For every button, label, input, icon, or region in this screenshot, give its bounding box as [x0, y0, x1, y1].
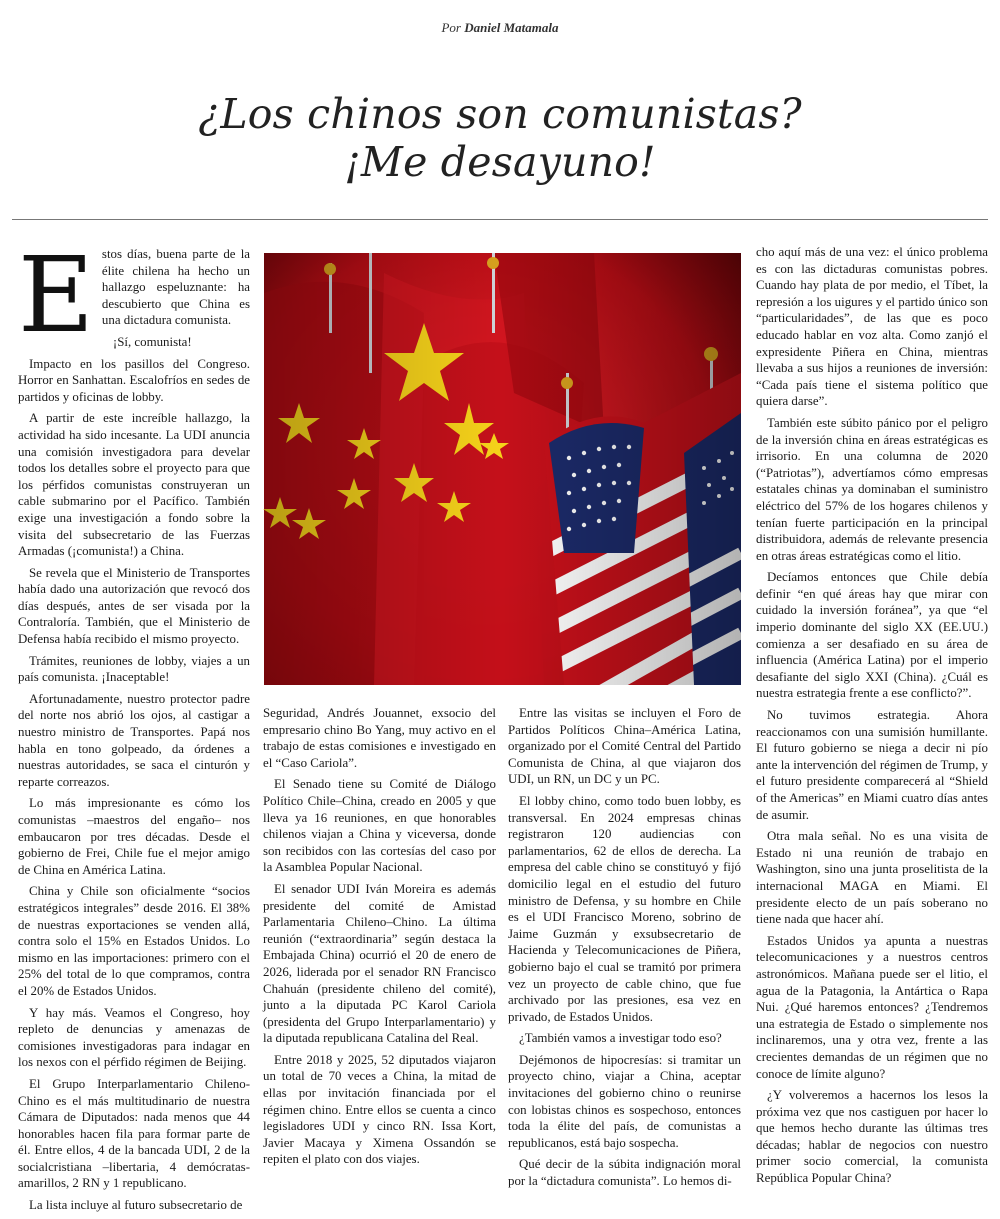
flags-photo — [264, 253, 741, 685]
headline — [0, 90, 1000, 186]
headline-divider — [12, 219, 988, 220]
paragraph: Trámites, reuniones de lobby, viajes a un país comunista. ¡Inaceptable! — [18, 653, 250, 685]
paragraph: Impacto en los pasillos del Congreso. Horror en Sanhattan. Escalofríos en sedes de partidos y oficinas de lobby. — [18, 356, 250, 404]
paragraph: ¿También vamos a investigar todo eso? — [519, 1031, 722, 1046]
paragraph: A partir de este increíble hallazgo, la actividad ha sido incesante. La UDI anuncia una comisión investigadora para develar todos los detalles sobre el proyecto para que los pérfidos comunistas construyeran un cable submarino por el Pacífico. También exige una investigación a fondo sobre la visita del subsecretario de las Fuerzas Armadas (¡comunista!) a China. — [18, 411, 250, 559]
headline-line-2: ¡Me desayuno! — [344, 138, 656, 186]
article-column-1 — [18, 234, 250, 1219]
headline-line-1: ¿Los chinos son comunistas? — [198, 90, 802, 138]
paragraph: Dejémonos de hipocresías: si tramitar un proyecto chino, viajar a China, aceptar invitaciones del gobierno chino o reunirse con lobistas chinos es sospechoso, entonces toda la élite del país, de comunistas a republicanos, está bajo sospecha. — [508, 1052, 741, 1150]
article-column-4 — [756, 244, 988, 1192]
paragraph: ¿Y volveremos a hacernos los lesos la próxima vez que nos castiguen por hacer lo que hemos hecho durante las últimas tres décadas; hablar de negocios con nuestro primer socio comercial, la comunista República Popular China? — [756, 1088, 988, 1186]
paragraph: El senador UDI Iván Moreira es además presidente del comité de Amistad Parlamentaria Chileno–Chino. La última reunión (“extraordinaria” según destaca la Embajada China) ocurrió el 20 de enero de 2026, liderada por el senador RN Francisco Chahuán (presidente chileno del comité), junto a la diputada PC Karol Cariola (presidenta del Grupo Interparlamentario) y la diputada republicana Catalina del Real. — [263, 881, 496, 1046]
paragraph: El lobby chino, como todo buen lobby, es transversal. En 2024 empresas chinas registraron 120 audiencias con parlamentarios, 62 de ellos de derecha. La empresa del cable chino se constituyó y fijó domicilio legal en el estudio del futuro ministro de Defensa, y su hombre en Chile es el UDI Francisco Moreno, sobrino de Jaime Guzmán y exsubsecretario de Hacienda y Telecomunicaciones de Piñera, gobierno bajo el cual se tramitó por primera vez un proyecto de cable chino, que fue archivado por las presiones, esa vez en privado, de Estados Unidos. — [508, 793, 741, 1024]
paragraph: El Grupo Interparlamentario Chileno-Chino es el más multitudinario de nuestra Cámara de Diputados: nada menos que 44 honorables hacen fila para formar parte de él. Entre ellos, 4 de la bancada UDI, 2 de la socialcristiana –libertaria, 4 demócratas-amarillos, 2 RN y 1 republicano. — [18, 1076, 250, 1191]
paragraph: Y hay más. Veamos el Congreso, hoy repleto de denuncias y amenazas de comisiones investigadoras para indagar en los nexos con el pérfido régimen de Beijing. — [18, 1005, 250, 1070]
paragraph: stos días, buena parte de la élite chilena ha hecho un hallazgo espeluznante: ha descubierto que China es una dictadura comunista. — [101, 247, 250, 328]
paragraph: La lista incluye al futuro subsecretario de — [29, 1198, 243, 1213]
paragraph: El Senado tiene su Comité de Diálogo Político Chile–China, creado en 2005 y que lleva ya 16 reuniones, en que honorables chilenos viajan a China y viceversa, donde son recibidos con las cortesías del caso por la Asamblea Popular Nacional. — [263, 777, 496, 875]
paragraph: cho aquí más de una vez: el único problema es con las dictaduras comunistas pobres. Cuando hay plata de por medio, el Tíbet, la represión a los uigures y el partido único son “particularidades”, de las que es poco educado hablar en voz alta. Como zanjó el expresidente Piñera en China, mientras llevaba a sus hijos a reuniones de inversión: “Cada país tiene el sistema político que quiera darse”. — [756, 245, 988, 409]
byline-prefix: Por — [441, 20, 461, 35]
byline — [0, 20, 1000, 36]
paragraph: Entre 2018 y 2025, 52 diputados viajaron un total de 70 veces a China, la mitad de ellas por invitación financiada por el régimen chino. Entre ellos se cuenta a cinco legisladores UDI y cinco RN. Issa Kort, Javier Macaya y Ximena Ossandón se repiten el plato con dos viajes. — [263, 1052, 496, 1167]
paragraph: Decíamos entonces que Chile debía definir “en qué áreas hay que mirar con cuidado la inversión foránea”, ya que “el imperio dominante del siglo XX (EE.UU.) comienza a ser desafiado en su área de influencia (América Latina) por el imperio desafiante del siglo XXI (China). ¿Cuál es nuestra estrategia frente a ese conflicto?”. — [756, 570, 988, 701]
article-column-2 — [263, 705, 496, 1173]
article-column-3 — [508, 705, 741, 1195]
paragraph: Entre las visitas se incluyen el Foro de Partidos Políticos China–América Latina, organizado por el Comité Central del Partido Comunista de China, al que viajaron dos UDI, un RN, un DC y un PC. — [508, 706, 741, 787]
paragraph: China y Chile son oficialmente “socios estratégicos integrales” desde 2016. El 38% de nuestras exportaciones se venden allá, contra solo el 15% en Estados Unidos. Lo mismo en las importaciones: primero con el 25% del total de lo que compramos, contra el 20% de Estados Unidos. — [18, 884, 250, 998]
paragraph: Estados Unidos ya apunta a nuestras telecomunicaciones y a nuestros centros astronómicos. Mañana puede ser el litio, el agua de la Patagonia, la Antártica o Rapa Nui. ¿Qué haremos entonces? ¿Tendremos una estrategia de Estado o simplemente nos inclinaremos, una y otra vez, frente a las crecientes demandas de un régimen que no conoce de límite alguno? — [756, 933, 988, 1081]
paragraph: Se revela que el Ministerio de Transportes había dado una autorización que revocó dos días después, antes de ser visada por la Contraloría. También, que el Ministerio de Defensa había recibido el mismo proyecto. — [18, 565, 250, 647]
paragraph: Qué decir de la súbita indignación moral por la “dictadura comunista”. Lo hemos di- — [508, 1157, 741, 1189]
drop-cap: E — [18, 234, 94, 356]
paragraph: Lo más impresionante es cómo los comunistas –maestros del engaño– nos embaucaron por tres décadas. Desde el gobierno de Frei, Chile fue el mejor amigo de China en América Latina. — [18, 796, 250, 877]
paragraph: También este súbito pánico por el peligro de la inversión china en áreas estratégicas es irrisorio. En una columna de 2020 (“Patriotas”), advertíamos cómo empresas estatales chinas ya dominaban el suministro eléctrico del 57% de los hogares chilenos y tenían fuerte participación en la principal distribuidora, además de relevante presencia en otras áreas estratégicas como el litio. — [756, 415, 988, 563]
paragraph: No tuvimos estrategia. Ahora reaccionamos con una sumisión humillante. El futuro gobierno se niega a decir ni pío ante la intervención del régimen de Trump, y el futuro presidente comparecerá al “Shield of the Americas” en Miami cuatro días antes de asumir. — [756, 708, 988, 822]
paragraph: Seguridad, Andrés Jouannet, exsocio del empresario chino Bo Yang, muy activo en el trabajo de estas comisiones e investigado en el “Caso Cariola”. — [263, 706, 496, 770]
byline-author: Daniel Matamala — [464, 20, 559, 35]
paragraph: Otra mala señal. No es una visita de Estado ni una reunión de trabajo en Washington, sino una junta proselitista de la internacional MAGA en Miami. El presidente electo de un país soberano no tiene nada que hacer ahí. — [756, 829, 988, 927]
flags-illustration — [264, 253, 741, 685]
paragraph: ¡Sí, comunista! — [112, 334, 192, 349]
paragraph: Afortunadamente, nuestro protector padre del norte nos abrió los ojos, al castigar a nuestro ministro de Transportes. Papá nos habla en tono golpeado, da órdenes a nuestras autoridades, se saca el cinturón y reparte correazos. — [18, 691, 250, 789]
